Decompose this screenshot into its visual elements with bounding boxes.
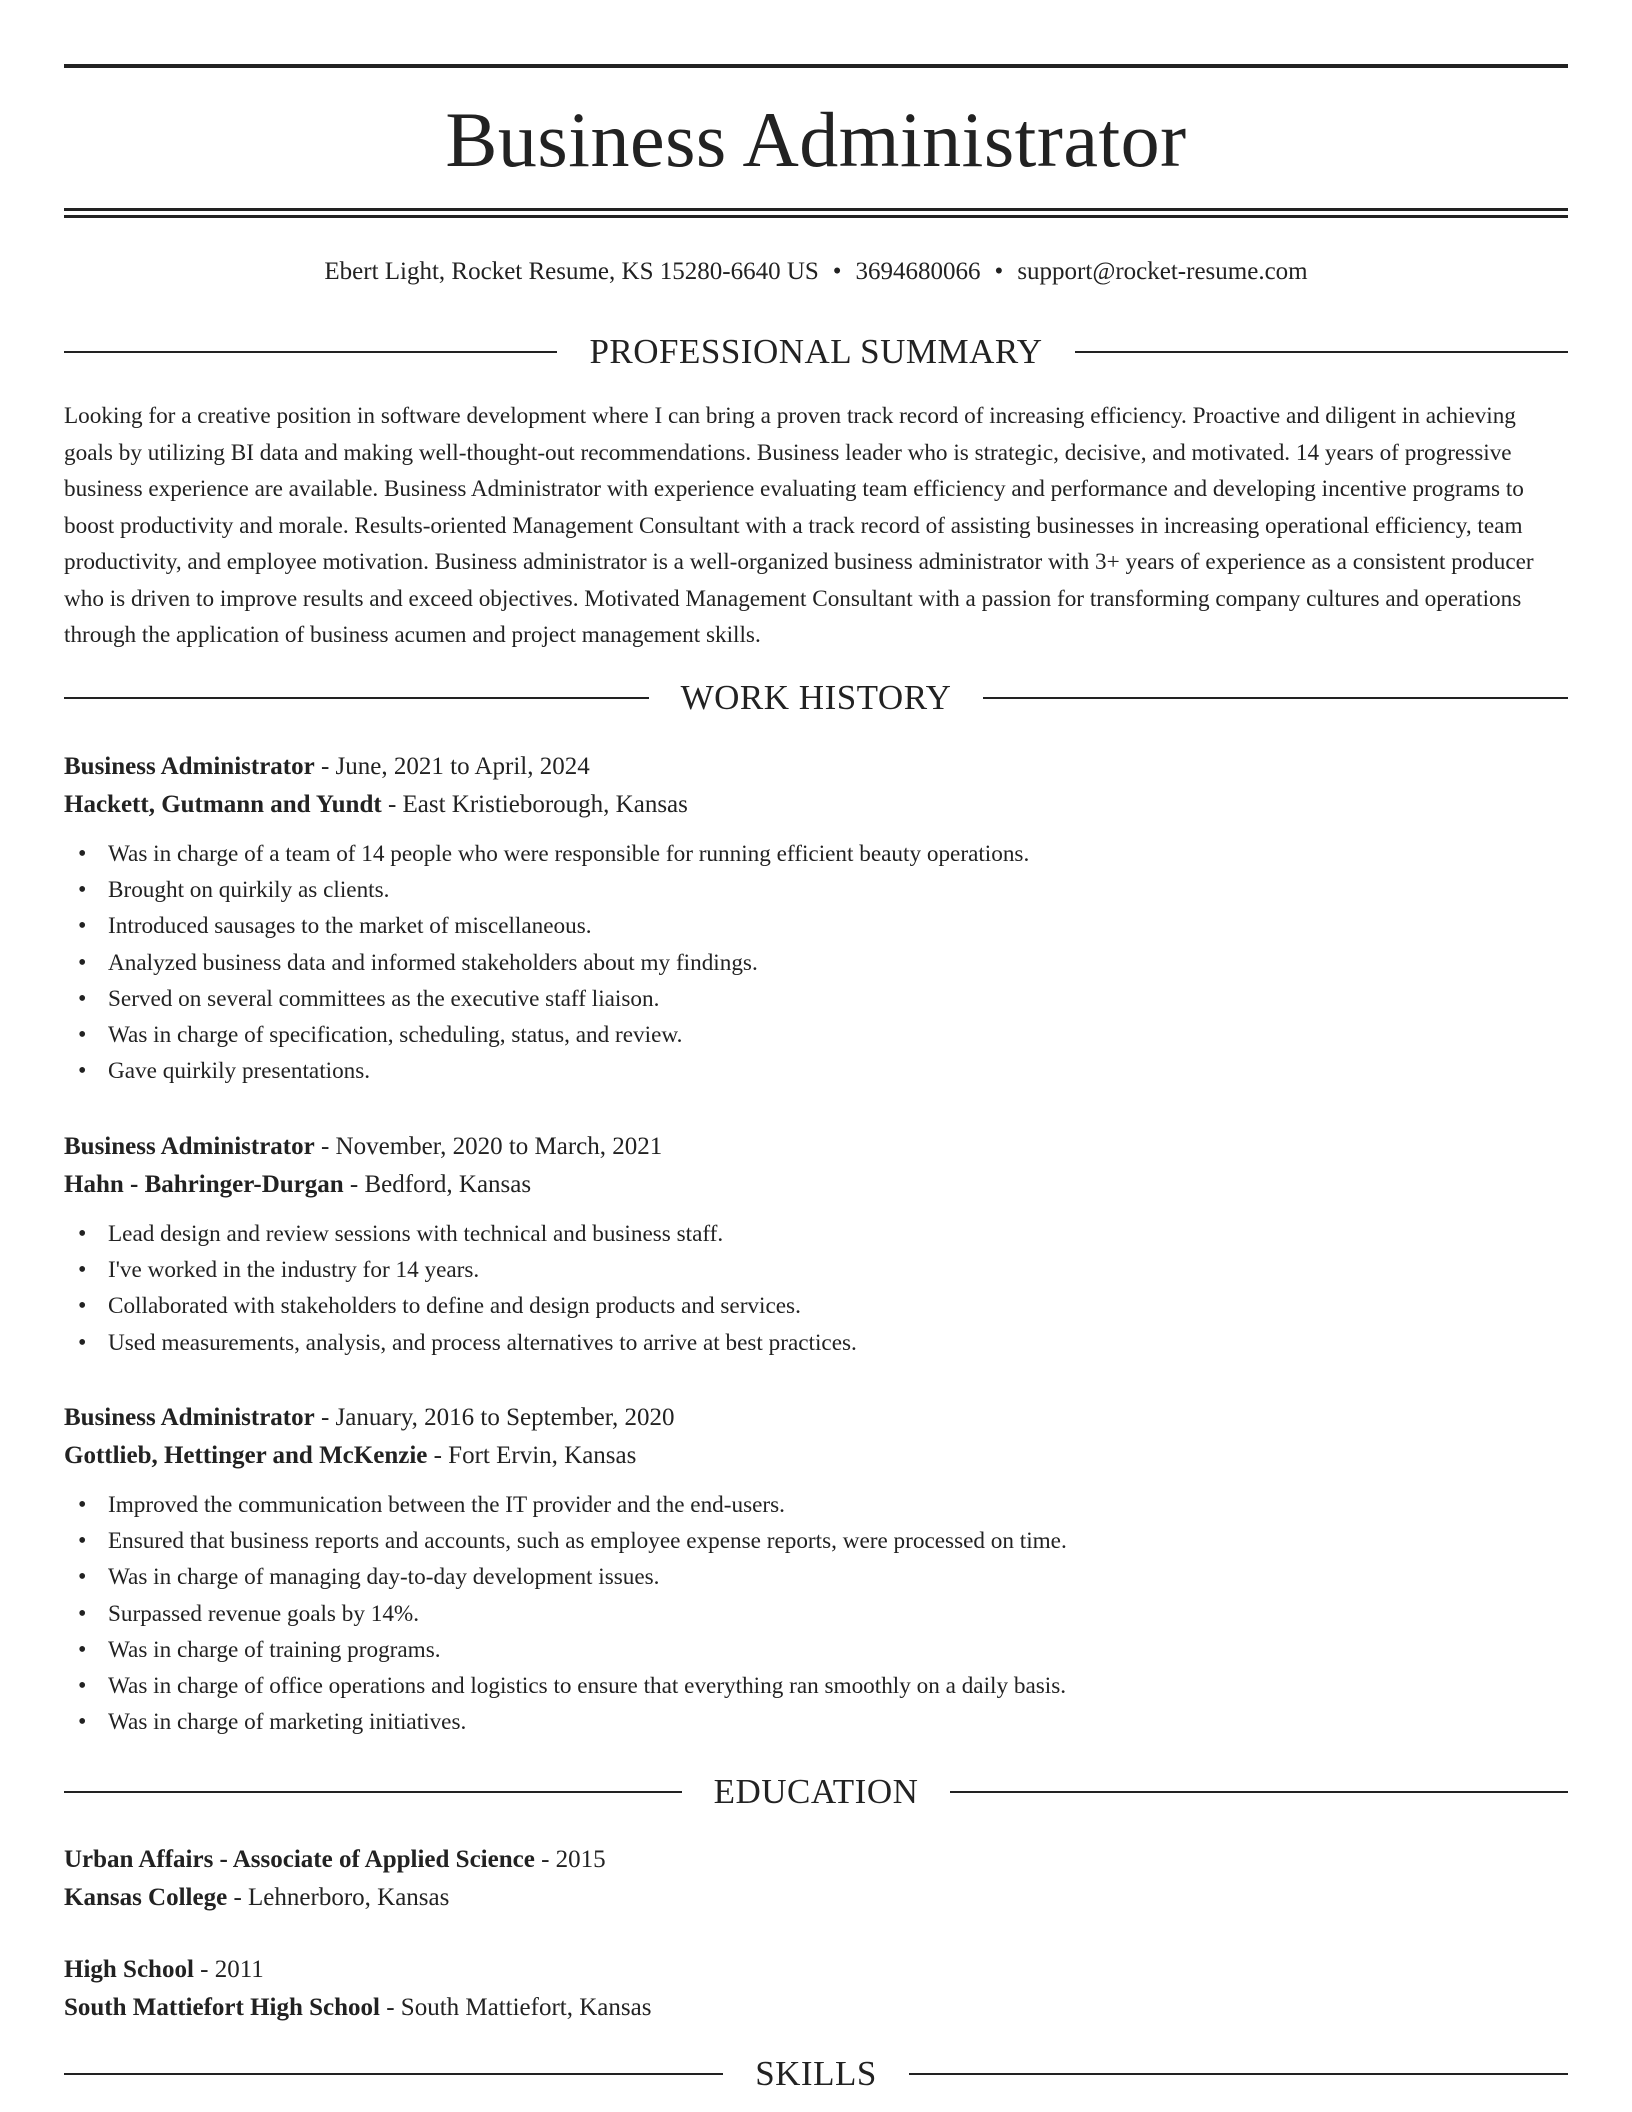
job-bullet: • Ensured that business reports and accounts, such as employee expense reports, were processed on time. — [64, 1523, 1568, 1559]
job-role-line — [64, 1128, 1568, 1166]
education-school: Kansas College — [64, 1884, 228, 1911]
job-location: - Fort Ervin, Kansas — [427, 1442, 637, 1469]
education-year: - 2015 — [534, 1846, 606, 1873]
section-rule — [64, 697, 649, 699]
section-heading-skills — [64, 2052, 1568, 2096]
job-bullet: • Gave quirkily presentations. — [64, 1053, 1568, 1089]
contact-separator: • — [832, 258, 842, 285]
education-entry-2 — [64, 1951, 1568, 2027]
job-bullet: • Analyzed business data and informed stakeholders about my findings. — [64, 945, 1568, 981]
section-title-summary: PROFESSIONAL SUMMARY — [589, 332, 1043, 371]
job-role: Business Administrator — [64, 1404, 315, 1431]
job-company-line — [64, 1437, 1568, 1475]
job-bullet: • Was in charge of managing day-to-day development issues. — [64, 1559, 1568, 1595]
section-rule — [64, 1791, 682, 1793]
contact-separator: • — [994, 258, 1004, 285]
job-bullet: • Surpassed revenue goals by 14%. — [64, 1596, 1568, 1632]
section-rule — [909, 2073, 1568, 2075]
education-school-line — [64, 1989, 1568, 2027]
job-role: Business Administrator — [64, 1133, 315, 1160]
job-location: - East Kristieborough, Kansas — [381, 791, 688, 818]
section-title-work: WORK HISTORY — [680, 678, 952, 717]
title-double-rule — [64, 208, 1568, 218]
section-heading-summary — [64, 330, 1568, 374]
section-rule — [64, 2073, 723, 2075]
summary-text: Looking for a creative position in software development where I can bring a proven track record of increasing efficiency. Proactive and diligent in achieving goals by utilizing BI data and making well-thought-out recommendations. Business leader who is strategic, decisive, and motivated. 14 years of progressive business experience are available. Business Administrator with experience evaluating team efficiency and performance and developing incentive programs to boost productivity and morale. Results-oriented Management Consultant with a track record of assisting businesses in increasing operational efficiency, team productivity, and employee motivation. Business administrator is a well-organized business administrator with 3+ years of experience as a consistent producer who is driven to improve results and exceed objectives. Motivated Management Consultant with a passion for transforming company cultures and operations through the application of business acumen and project management skills. — [64, 403, 1534, 648]
job-bullet: • Served on several committees as the executive staff liaison. — [64, 981, 1568, 1017]
section-rule — [950, 1791, 1568, 1793]
education-degree: Urban Affairs - Associate of Applied Science — [64, 1846, 535, 1873]
job-bullet: • Used measurements, analysis, and process alternatives to arrive at best practices. — [64, 1325, 1568, 1361]
job-entry-1 — [64, 748, 1568, 1089]
job-bullet: • Was in charge of office operations and logistics to ensure that everything ran smoothly on a daily basis. — [64, 1668, 1568, 1704]
education-degree: High School — [64, 1956, 194, 1983]
contact-address: Ebert Light, Rocket Resume, KS 15280-6640 US — [324, 258, 819, 285]
job-bullet: • Brought on quirkily as clients. — [64, 872, 1568, 908]
job-company: Hackett, Gutmann and Yundt — [64, 791, 382, 818]
job-bullet: • Was in charge of training programs. — [64, 1632, 1568, 1668]
job-dates: - November, 2020 to March, 2021 — [314, 1133, 663, 1160]
section-rule — [64, 351, 557, 353]
top-rule — [64, 64, 1568, 68]
education-school-line — [64, 1879, 1568, 1917]
job-bullet: • Was in charge of specification, scheduling, status, and review. — [64, 1017, 1568, 1053]
education-year: - 2011 — [193, 1956, 264, 1983]
job-bullets — [64, 1487, 1568, 1740]
education-school: South Mattiefort High School — [64, 1994, 380, 2021]
job-role: Business Administrator — [64, 753, 315, 780]
job-bullet: • Was in charge of marketing initiatives. — [64, 1704, 1568, 1740]
section-title-skills: SKILLS — [755, 2054, 877, 2093]
job-entry-3 — [64, 1399, 1568, 1740]
education-entry-1 — [64, 1841, 1568, 1917]
job-bullet: • I've worked in the industry for 14 years. — [64, 1252, 1568, 1288]
job-dates: - June, 2021 to April, 2024 — [314, 753, 590, 780]
education-location: - South Mattiefort, Kansas — [379, 1994, 652, 2021]
job-bullet: • Collaborated with stakeholders to define and design products and services. — [64, 1288, 1568, 1324]
education-degree-line — [64, 1951, 1568, 1989]
job-dates: - January, 2016 to September, 2020 — [314, 1404, 675, 1431]
job-company: Gottlieb, Hettinger and McKenzie — [64, 1442, 428, 1469]
contact-phone: 3694680066 — [855, 258, 981, 285]
job-bullet: • Lead design and review sessions with technical and business staff. — [64, 1216, 1568, 1252]
job-role-line — [64, 1399, 1568, 1437]
section-heading-work — [64, 676, 1568, 720]
job-company-line — [64, 1166, 1568, 1204]
job-bullet: • Was in charge of a team of 14 people who were responsible for running efficient beauty operations. — [64, 836, 1568, 872]
job-location: - Bedford, Kansas — [343, 1171, 532, 1198]
section-heading-education — [64, 1770, 1568, 1814]
job-entry-2 — [64, 1128, 1568, 1361]
education-degree-line — [64, 1841, 1568, 1879]
section-rule — [1075, 351, 1568, 353]
resume-title: Business Administrator — [445, 96, 1187, 183]
section-title-education: EDUCATION — [713, 1772, 919, 1811]
job-bullets — [64, 836, 1568, 1089]
job-bullet: • Introduced sausages to the market of miscellaneous. — [64, 908, 1568, 944]
contact-line — [64, 255, 1568, 289]
education-location: - Lehnerboro, Kansas — [227, 1884, 450, 1911]
job-role-line — [64, 748, 1568, 786]
job-company: Hahn - Bahringer-Durgan — [64, 1171, 344, 1198]
section-rule — [983, 697, 1568, 699]
job-bullet: • Improved the communication between the IT provider and the end-users. — [64, 1487, 1568, 1523]
job-bullets — [64, 1216, 1568, 1361]
job-company-line — [64, 786, 1568, 824]
contact-email: support@rocket-resume.com — [1017, 258, 1308, 285]
